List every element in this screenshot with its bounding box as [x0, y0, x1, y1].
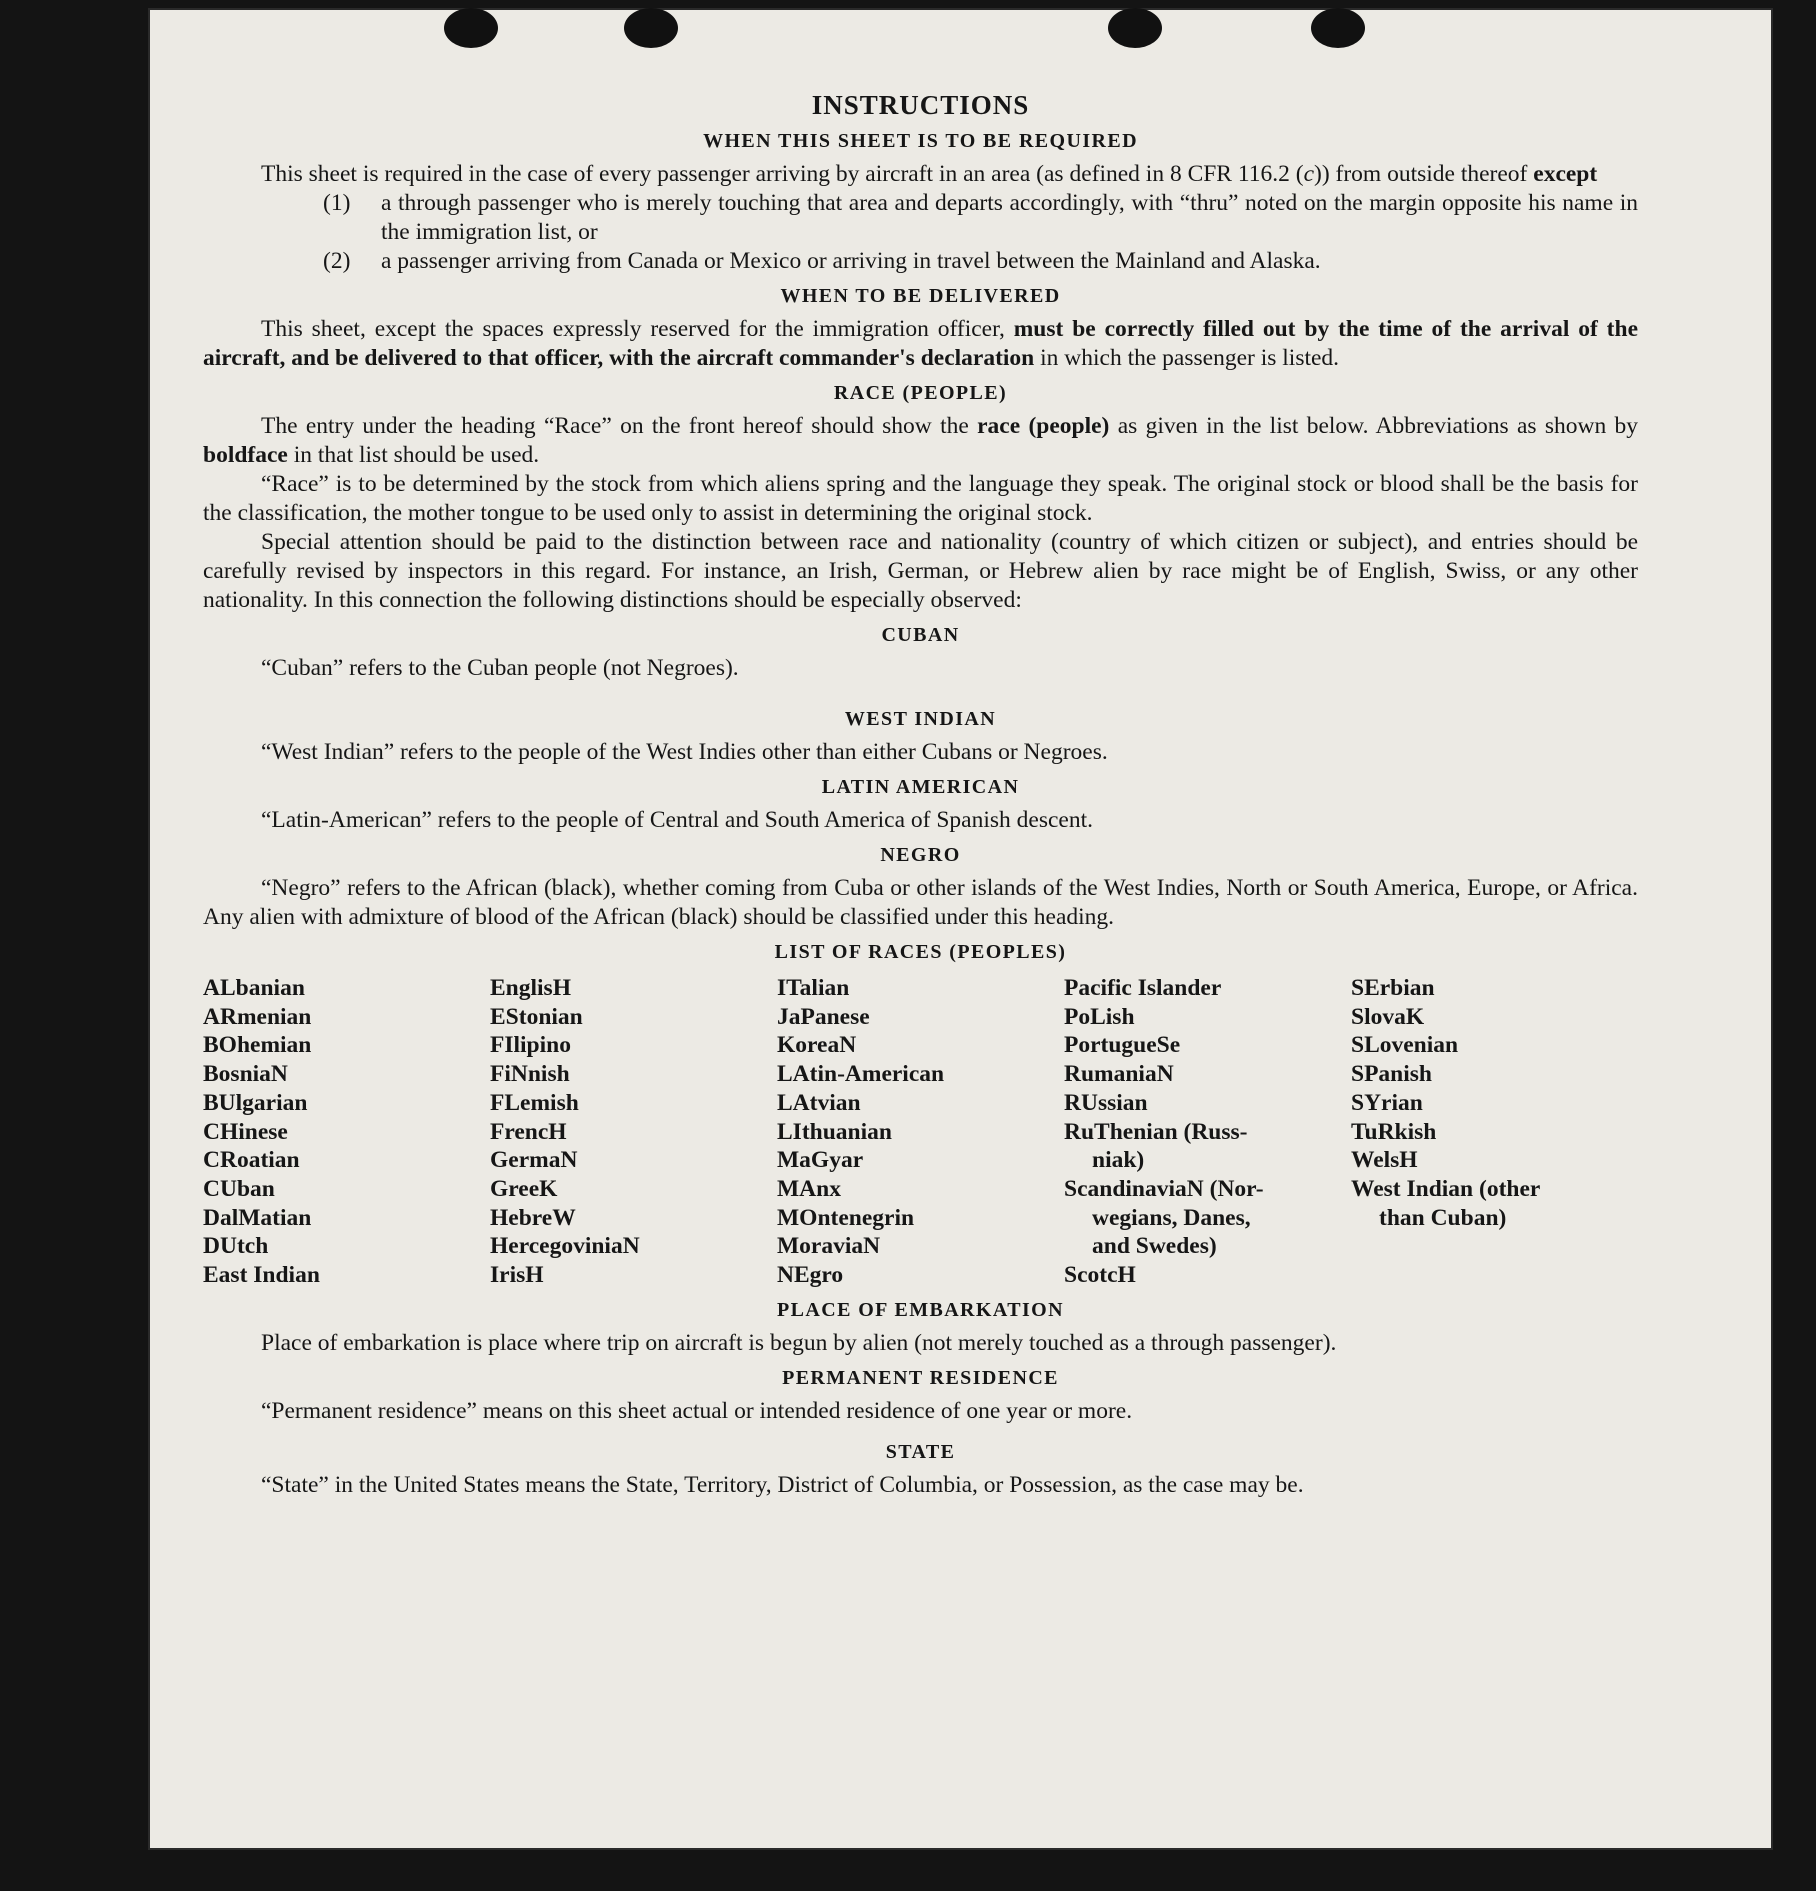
required-text: This sheet is required in the case of every passenger arriving by aircraft in an area (as defined in 8 CFR 116.2 ( [261, 161, 1304, 187]
required-paragraph [203, 160, 1638, 189]
section-heading-latin-american: LATIN AMERICAN [821, 776, 1020, 798]
state-text: “State” in the United States means the State, Territory, District of Columbia, or Possession, as the case may be. [261, 1471, 1304, 1498]
instruction-sheet [148, 8, 1773, 1850]
exception-item-2 [323, 247, 1638, 276]
punch-hole [624, 8, 678, 48]
punch-hole [1108, 8, 1162, 48]
required-except: except [1533, 161, 1598, 187]
race-item: MOntenegrin [777, 1204, 915, 1231]
race-item: West Indian (other [1351, 1175, 1541, 1202]
race-item: DalMatian [203, 1204, 312, 1231]
race-bold: boldface [203, 442, 288, 468]
race-item: ALbanian [203, 975, 305, 1001]
delivered-bold: must be correctly filled out by the time of the arrival of the aircraft, and be delivered to that officer, with the aircraft commander's declaration [203, 316, 1639, 371]
race-item: SlovaK [1351, 1003, 1425, 1030]
race-paragraph-3: Special attention should be paid to the distinction between race and nationality (country of which citizen or subject), and entries should be carefully revised by inspectors in this regard. For instance, an Irish, German, or Hebrew alien by race might be of English, Swiss, or any other nationality. In this connection the following distinctions should be especially observed: [203, 529, 1638, 613]
race-item: MAnx [777, 1175, 841, 1202]
race-item: NEgro [777, 1262, 844, 1289]
cuban-text: “Cuban” refers to the Cuban people (not Negroes). [261, 655, 739, 681]
section-heading-when-required: WHEN THIS SHEET IS TO BE REQUIRED [703, 130, 1138, 152]
race-item: EStonian [490, 1003, 583, 1030]
race-column-5 [1351, 974, 1638, 1290]
section-heading-embarkation: PLACE OF EMBARKATION [777, 1298, 1064, 1321]
race-item: BUlgarian [203, 1089, 308, 1116]
section-heading-state: STATE [885, 1440, 956, 1463]
exception-number: (2) [323, 248, 351, 274]
exception-number: (1) [323, 190, 351, 216]
race-item: LIthuanian [777, 1118, 892, 1145]
race-paragraph-1 [203, 412, 1638, 470]
race-item: RUssian [1064, 1089, 1148, 1116]
race-item: CRoatian [203, 1147, 300, 1174]
race-item: DUtch [203, 1233, 269, 1260]
race-item: MoraviaN [777, 1233, 881, 1260]
race-item: SLovenian [1351, 1032, 1459, 1059]
latin-american-text: “Latin-American” refers to the people of Central and South America of Spanish descent. [261, 807, 1094, 833]
race-column-3 [777, 974, 1064, 1290]
race-item: EnglisH [490, 975, 571, 1001]
embarkation-text: Place of embarkation is place where trip on aircraft is begun by alien (not merely touched as a through passenger). [261, 1329, 1337, 1356]
race-item: FiNnish [490, 1061, 570, 1088]
race-item: CHinese [203, 1118, 288, 1145]
race-item: CUban [203, 1175, 275, 1202]
west-indian-text: “West Indian” refers to the people of the West Indies other than either Cubans or Negroes. [261, 739, 1108, 765]
negro-text: “Negro” refers to the African (black), whether coming from Cuba or other islands of the West Indies, North or South America, Europe, or Africa. Any alien with admixture of blood of the African (black) should be classified under this heading. [203, 875, 1638, 930]
section-heading-list-of-races: LIST OF RACES (PEOPLES) [774, 941, 1067, 963]
race-item: JaPanese [777, 1003, 870, 1030]
race-item-continued: than Cuban) [1379, 1204, 1507, 1231]
race-item: FLemish [490, 1089, 579, 1116]
race-item: PoLish [1064, 1003, 1135, 1030]
race-item: BosniaN [203, 1061, 288, 1088]
race-item: SPanish [1351, 1061, 1432, 1088]
delivered-paragraph [203, 315, 1638, 373]
exception-text: a passenger arriving from Canada or Mexico or arriving in travel between the Mainland and Alaska. [381, 248, 1321, 274]
race-text: as given in the list below. Abbreviations as shown by [1109, 413, 1638, 439]
exception-text: a through passenger who is merely touching that area and departs accordingly, with “thru” noted on the margin opposite his name in the immigration list, or [381, 190, 1638, 245]
race-item: ITalian [777, 975, 850, 1001]
race-item: HercegoviniaN [490, 1233, 640, 1260]
required-italic-c: c [1303, 161, 1314, 187]
race-item: FIlipino [490, 1032, 571, 1059]
race-item: East Indian [203, 1262, 320, 1289]
section-heading-west-indian: WEST INDIAN [844, 708, 997, 730]
race-item: TuRkish [1351, 1118, 1437, 1145]
section-heading-permanent-residence: PERMANENT RESIDENCE [782, 1366, 1059, 1389]
race-text: The entry under the heading “Race” on the front hereof should show the [261, 413, 978, 439]
delivered-text-end: in which the passenger is listed. [1034, 345, 1340, 371]
race-item: BOhemian [203, 1032, 312, 1059]
race-item: ScotcH [1064, 1262, 1136, 1289]
race-column-1 [203, 974, 490, 1290]
race-item: IrisH [490, 1262, 544, 1289]
section-heading-when-delivered: WHEN TO BE DELIVERED [780, 285, 1061, 307]
race-item: LAtvian [777, 1089, 861, 1116]
race-item-continued: wegians, Danes, [1092, 1204, 1251, 1231]
race-item: KoreaN [777, 1032, 857, 1059]
race-item: ScandinaviaN (Nor- [1064, 1175, 1264, 1202]
race-column-2 [490, 974, 777, 1290]
punch-hole [444, 8, 498, 48]
sheet-content [203, 86, 1638, 1500]
section-heading-cuban: CUBAN [881, 624, 960, 646]
exception-item-1 [323, 189, 1638, 247]
race-item: GermaN [490, 1147, 578, 1174]
delivered-text: This sheet, except the spaces expressly reserved for the immigration officer, [261, 316, 1014, 342]
race-text: in that list should be used. [287, 442, 540, 468]
race-item-continued: and Swedes) [1092, 1233, 1217, 1260]
page-title: INSTRUCTIONS [811, 90, 1030, 120]
race-item: Pacific Islander [1064, 975, 1222, 1001]
race-item: HebreW [490, 1204, 576, 1231]
race-item-continued: niak) [1092, 1147, 1145, 1174]
race-paragraph-2: “Race” is to be determined by the stock from which aliens spring and the language they speak. The original stock or blood shall be the basis for the classification, the mother tongue to be used only to assist in determining the original stock. [203, 471, 1638, 526]
race-item: RumaniaN [1064, 1061, 1174, 1088]
race-item: SErbian [1351, 975, 1435, 1001]
race-item: ARmenian [203, 1003, 312, 1030]
section-heading-race: RACE (PEOPLE) [833, 382, 1008, 404]
race-item: MaGyar [777, 1147, 864, 1174]
race-item: GreeK [490, 1175, 558, 1202]
section-heading-negro: NEGRO [880, 844, 961, 866]
race-item: PortugueSe [1064, 1032, 1181, 1059]
race-item: LAtin-American [777, 1061, 945, 1088]
required-text-cont: )) from outside thereof [1314, 161, 1534, 187]
punch-hole [1311, 8, 1365, 48]
race-item: FrencH [490, 1118, 567, 1145]
residence-text: “Permanent residence” means on this sheet actual or intended residence of one year or more. [261, 1397, 1133, 1424]
race-item: RuThenian (Russ- [1064, 1118, 1248, 1145]
race-bold: race (people) [977, 413, 1110, 439]
race-column-4 [1064, 974, 1351, 1290]
race-list [203, 974, 1638, 1290]
race-item: WelsH [1351, 1147, 1418, 1174]
race-item: SYrian [1351, 1089, 1423, 1116]
